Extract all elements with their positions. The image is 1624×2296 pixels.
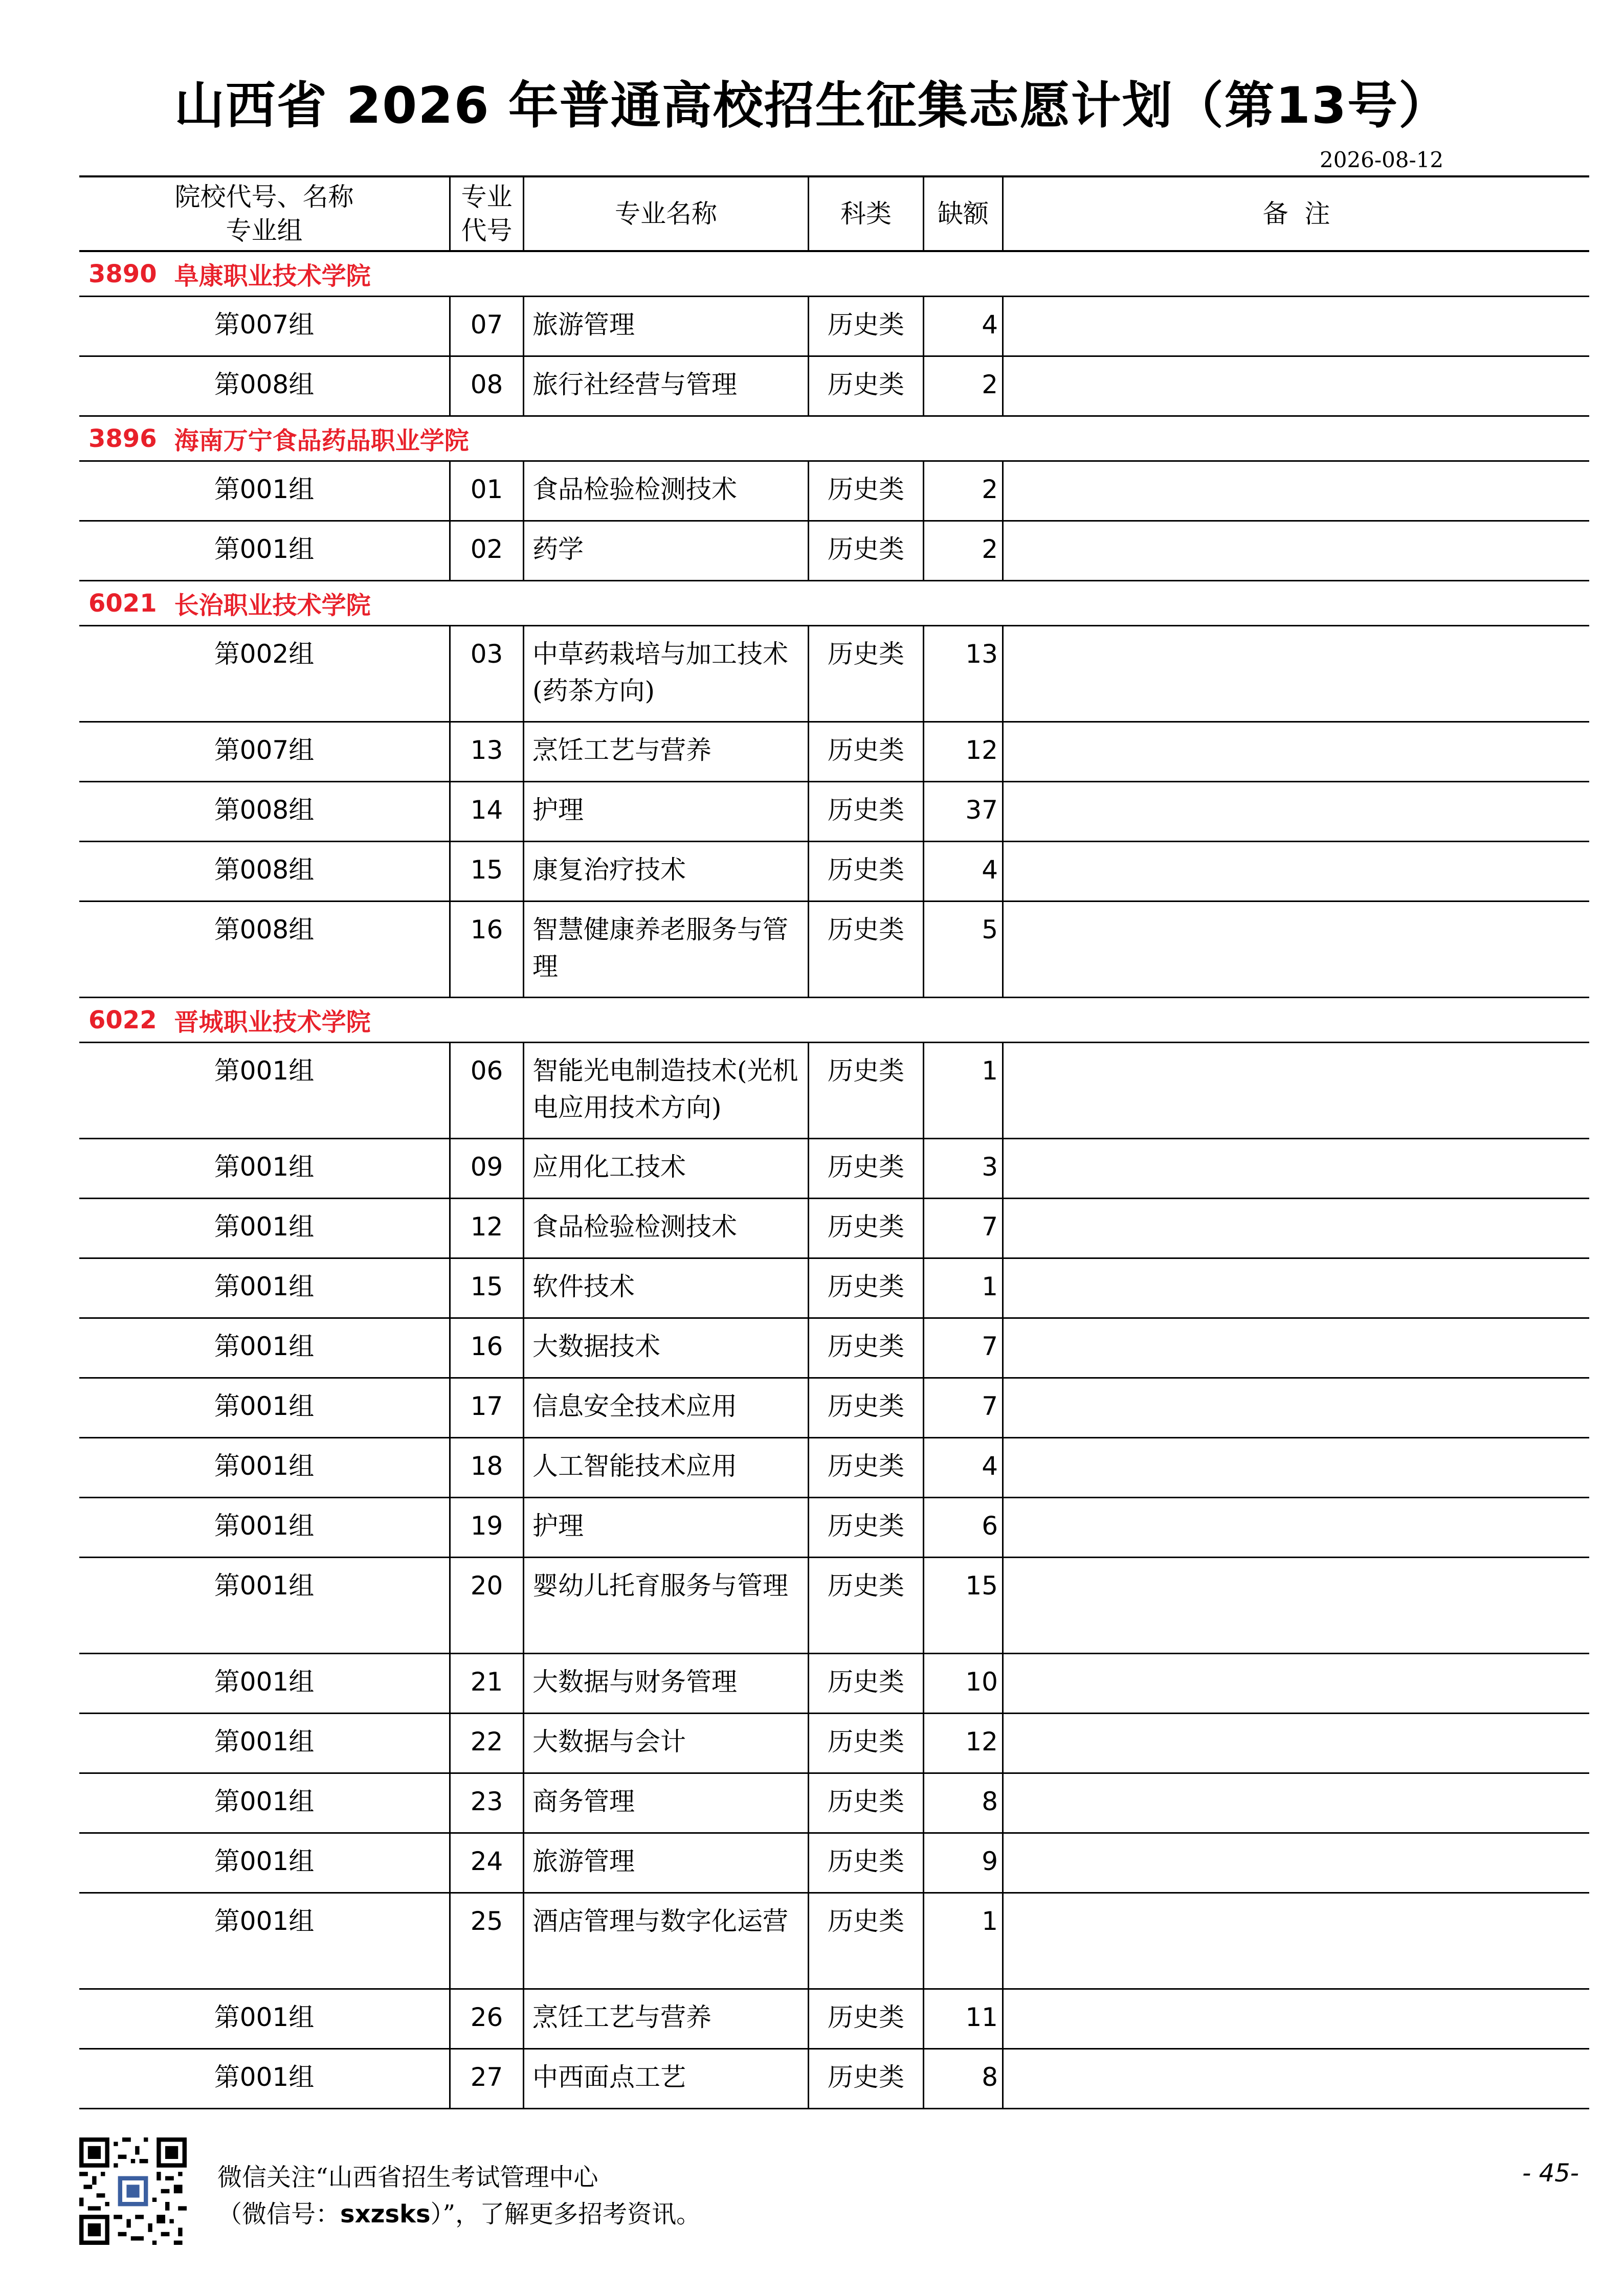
group-cell: 第001组 bbox=[79, 1379, 451, 1437]
major-code-cell: 21 bbox=[451, 1654, 524, 1713]
vacancy-cell: 8 bbox=[924, 2050, 1004, 2108]
footer-line-1: 微信关注“山西省招生考试管理中心 bbox=[217, 2163, 598, 2192]
major-code-cell: 16 bbox=[451, 902, 524, 997]
group-cell: 第001组 bbox=[79, 462, 451, 520]
vacancy-cell: 2 bbox=[924, 462, 1004, 520]
vacancy-cell: 5 bbox=[924, 902, 1004, 997]
group-cell: 第001组 bbox=[79, 2050, 451, 2108]
table-row bbox=[79, 1894, 1589, 1990]
table-row bbox=[79, 522, 1589, 581]
school-code: 6022 bbox=[88, 1005, 157, 1034]
vacancy-cell: 1 bbox=[924, 1259, 1004, 1317]
vacancy-cell: 11 bbox=[924, 1990, 1004, 2048]
table-row bbox=[79, 626, 1589, 723]
table-row bbox=[79, 1834, 1589, 1894]
vacancy-cell: 15 bbox=[924, 1558, 1004, 1653]
category-cell: 历史类 bbox=[809, 723, 924, 781]
vacancy-cell: 7 bbox=[924, 1379, 1004, 1437]
category-cell: 历史类 bbox=[809, 1139, 924, 1198]
vacancy-cell: 12 bbox=[924, 723, 1004, 781]
school-code: 3890 bbox=[88, 259, 157, 288]
vacancy-cell: 2 bbox=[924, 357, 1004, 415]
major-code-cell: 06 bbox=[451, 1043, 524, 1138]
group-cell: 第001组 bbox=[79, 1199, 451, 1257]
publish-date: 2026-08-12 bbox=[1320, 147, 1444, 172]
major-code-cell: 23 bbox=[451, 1774, 524, 1832]
table-row bbox=[79, 1139, 1589, 1199]
vacancy-cell: 10 bbox=[924, 1654, 1004, 1713]
vacancy-cell: 9 bbox=[924, 1834, 1004, 1892]
major-name-cell: 智能光电制造技术(光机电应用技术方向) bbox=[524, 1043, 809, 1138]
major-code-cell: 24 bbox=[451, 1834, 524, 1892]
major-name-cell: 护理 bbox=[524, 782, 809, 841]
major-code-cell: 08 bbox=[451, 357, 524, 415]
category-cell: 历史类 bbox=[809, 522, 924, 580]
header-major-code: 专业 代号 bbox=[451, 177, 524, 250]
major-code-cell: 18 bbox=[451, 1438, 524, 1497]
major-code-cell: 15 bbox=[451, 842, 524, 901]
table-row bbox=[79, 1498, 1589, 1558]
vacancy-cell: 3 bbox=[924, 1139, 1004, 1198]
table-row bbox=[79, 1379, 1589, 1438]
major-name-cell: 护理 bbox=[524, 1498, 809, 1557]
note-cell bbox=[1004, 1139, 1589, 1198]
major-code-cell: 01 bbox=[451, 462, 524, 520]
group-cell: 第001组 bbox=[79, 522, 451, 580]
category-cell: 历史类 bbox=[809, 782, 924, 841]
table-row bbox=[79, 1438, 1589, 1498]
major-code-cell: 02 bbox=[451, 522, 524, 580]
major-name-cell: 旅游管理 bbox=[524, 1834, 809, 1892]
major-name-cell: 中西面点工艺 bbox=[524, 2050, 809, 2108]
header-category: 科类 bbox=[809, 177, 924, 250]
school-name: 海南万宁食品药品职业学院 bbox=[174, 426, 469, 455]
major-code-cell: 12 bbox=[451, 1199, 524, 1257]
major-name-cell: 商务管理 bbox=[524, 1774, 809, 1832]
major-name-cell: 康复治疗技术 bbox=[524, 842, 809, 901]
note-cell bbox=[1004, 357, 1589, 415]
school-name: 阜康职业技术学院 bbox=[174, 262, 371, 290]
major-code-cell: 26 bbox=[451, 1990, 524, 2048]
category-cell: 历史类 bbox=[809, 357, 924, 415]
note-cell bbox=[1004, 842, 1589, 901]
major-name-cell: 旅游管理 bbox=[524, 297, 809, 355]
table-row bbox=[79, 2050, 1589, 2109]
vacancy-cell: 1 bbox=[924, 1894, 1004, 1988]
category-cell: 历史类 bbox=[809, 1043, 924, 1138]
major-code-cell: 16 bbox=[451, 1319, 524, 1377]
category-cell: 历史类 bbox=[809, 1834, 924, 1892]
category-cell: 历史类 bbox=[809, 842, 924, 901]
header-note: 备 注 bbox=[1262, 199, 1330, 229]
major-name-cell: 人工智能技术应用 bbox=[524, 1438, 809, 1497]
group-cell: 第007组 bbox=[79, 297, 451, 355]
school-code: 3896 bbox=[88, 424, 157, 453]
vacancy-cell: 4 bbox=[924, 297, 1004, 355]
major-code-cell: 27 bbox=[451, 2050, 524, 2108]
group-cell: 第001组 bbox=[79, 1043, 451, 1138]
note-cell bbox=[1004, 2050, 1589, 2108]
footer-line-2: （微信号：sxzsks）”，了解更多招考资讯。 bbox=[217, 2200, 701, 2229]
vacancy-cell: 2 bbox=[924, 522, 1004, 580]
category-cell: 历史类 bbox=[809, 297, 924, 355]
table-row bbox=[79, 1774, 1589, 1834]
school-code: 6021 bbox=[88, 589, 157, 618]
major-name-cell: 药学 bbox=[524, 522, 809, 580]
vacancy-cell: 6 bbox=[924, 1498, 1004, 1557]
category-cell: 历史类 bbox=[809, 1379, 924, 1437]
note-cell bbox=[1004, 782, 1589, 841]
group-cell: 第008组 bbox=[79, 357, 451, 415]
school-name: 长治职业技术学院 bbox=[174, 591, 371, 620]
category-cell: 历史类 bbox=[809, 1774, 924, 1832]
group-cell: 第001组 bbox=[79, 1139, 451, 1198]
vacancy-cell: 13 bbox=[924, 626, 1004, 721]
major-code-cell: 07 bbox=[451, 297, 524, 355]
group-cell: 第007组 bbox=[79, 723, 451, 781]
major-code-cell: 20 bbox=[451, 1558, 524, 1653]
group-cell: 第001组 bbox=[79, 1834, 451, 1892]
note-cell bbox=[1004, 1558, 1589, 1653]
note-cell bbox=[1004, 1319, 1589, 1377]
group-cell: 第001组 bbox=[79, 1438, 451, 1497]
category-cell: 历史类 bbox=[809, 1714, 924, 1772]
group-cell: 第002组 bbox=[79, 626, 451, 721]
major-code-cell: 22 bbox=[451, 1714, 524, 1772]
major-name-cell: 智慧健康养老服务与管理 bbox=[524, 902, 809, 997]
category-cell: 历史类 bbox=[809, 1199, 924, 1257]
category-cell: 历史类 bbox=[809, 1319, 924, 1377]
major-name-cell: 信息安全技术应用 bbox=[524, 1379, 809, 1437]
category-cell: 历史类 bbox=[809, 902, 924, 997]
note-cell bbox=[1004, 1774, 1589, 1832]
note-cell bbox=[1004, 1379, 1589, 1437]
vacancy-cell: 4 bbox=[924, 842, 1004, 901]
major-name-cell: 旅行社经营与管理 bbox=[524, 357, 809, 415]
major-name-cell: 烹饪工艺与营养 bbox=[524, 1990, 809, 2048]
vacancy-cell: 1 bbox=[924, 1043, 1004, 1138]
group-cell: 第001组 bbox=[79, 1319, 451, 1377]
table-header bbox=[79, 175, 1589, 252]
major-name-cell: 烹饪工艺与营养 bbox=[524, 723, 809, 781]
note-cell bbox=[1004, 1438, 1589, 1497]
major-name-cell: 酒店管理与数字化运营 bbox=[524, 1894, 809, 1988]
school-row bbox=[79, 581, 1589, 626]
table-row bbox=[79, 723, 1589, 782]
major-name-cell: 应用化工技术 bbox=[524, 1139, 809, 1198]
group-cell: 第001组 bbox=[79, 1259, 451, 1317]
category-cell: 历史类 bbox=[809, 2050, 924, 2108]
category-cell: 历史类 bbox=[809, 1654, 924, 1713]
group-cell: 第001组 bbox=[79, 1990, 451, 2048]
table-row bbox=[79, 902, 1589, 998]
group-cell: 第001组 bbox=[79, 1894, 451, 1988]
table-body bbox=[79, 252, 1589, 2109]
category-cell: 历史类 bbox=[809, 462, 924, 520]
major-code-cell: 14 bbox=[451, 782, 524, 841]
qr-code-icon bbox=[79, 2137, 187, 2245]
group-cell: 第008组 bbox=[79, 782, 451, 841]
major-name-cell: 软件技术 bbox=[524, 1259, 809, 1317]
category-cell: 历史类 bbox=[809, 626, 924, 721]
table-row bbox=[79, 782, 1589, 842]
table-row bbox=[79, 357, 1589, 417]
note-cell bbox=[1004, 522, 1589, 580]
vacancy-cell: 37 bbox=[924, 782, 1004, 841]
school-row bbox=[79, 252, 1589, 297]
major-name-cell: 食品检验检测技术 bbox=[524, 462, 809, 520]
note-cell bbox=[1004, 1894, 1589, 1988]
page-title: 山西省 2026 年普通高校招生征集志愿计划（第13号） bbox=[174, 77, 1450, 135]
category-cell: 历史类 bbox=[809, 1498, 924, 1557]
category-cell: 历史类 bbox=[809, 1558, 924, 1653]
group-cell: 第001组 bbox=[79, 1558, 451, 1653]
category-cell: 历史类 bbox=[809, 1438, 924, 1497]
note-cell bbox=[1004, 1498, 1589, 1557]
major-name-cell: 大数据技术 bbox=[524, 1319, 809, 1377]
group-cell: 第008组 bbox=[79, 842, 451, 901]
note-cell bbox=[1004, 297, 1589, 355]
header-vacancy: 缺额 bbox=[924, 177, 1004, 250]
header-school-group: 院校代号、名称 专业组 bbox=[79, 177, 451, 250]
table-row bbox=[79, 1558, 1589, 1654]
vacancy-cell: 4 bbox=[924, 1438, 1004, 1497]
page-number: - 45- bbox=[1522, 2159, 1579, 2188]
table-row bbox=[79, 1043, 1589, 1139]
wechat-id: sxzsks bbox=[340, 2200, 431, 2229]
page-footer bbox=[79, 2137, 1589, 2255]
note-cell bbox=[1004, 1990, 1589, 2048]
note-cell bbox=[1004, 626, 1589, 721]
table-row bbox=[79, 1654, 1589, 1714]
major-name-cell: 食品检验检测技术 bbox=[524, 1199, 809, 1257]
table-row bbox=[79, 1319, 1589, 1379]
major-code-cell: 13 bbox=[451, 723, 524, 781]
group-cell: 第001组 bbox=[79, 1774, 451, 1832]
note-cell bbox=[1004, 1654, 1589, 1713]
table-row bbox=[79, 297, 1589, 357]
major-name-cell: 大数据与财务管理 bbox=[524, 1654, 809, 1713]
note-cell bbox=[1004, 902, 1589, 997]
school-row bbox=[79, 417, 1589, 462]
major-name-cell: 大数据与会计 bbox=[524, 1714, 809, 1772]
table-row bbox=[79, 1259, 1589, 1319]
major-code-cell: 19 bbox=[451, 1498, 524, 1557]
group-cell: 第001组 bbox=[79, 1654, 451, 1713]
table-row bbox=[79, 842, 1589, 902]
group-cell: 第001组 bbox=[79, 1498, 451, 1557]
vacancy-cell: 12 bbox=[924, 1714, 1004, 1772]
vacancy-cell: 7 bbox=[924, 1319, 1004, 1377]
school-row bbox=[79, 998, 1589, 1043]
note-cell bbox=[1004, 1199, 1589, 1257]
group-cell: 第008组 bbox=[79, 902, 451, 997]
category-cell: 历史类 bbox=[809, 1990, 924, 2048]
note-cell bbox=[1004, 1834, 1589, 1892]
major-code-cell: 17 bbox=[451, 1379, 524, 1437]
category-cell: 历史类 bbox=[809, 1894, 924, 1988]
plan-table bbox=[79, 175, 1589, 2109]
note-cell bbox=[1004, 723, 1589, 781]
note-cell bbox=[1004, 1714, 1589, 1772]
major-name-cell: 中草药栽培与加工技术(药茶方向) bbox=[524, 626, 809, 721]
category-cell: 历史类 bbox=[809, 1259, 924, 1317]
note-cell bbox=[1004, 1043, 1589, 1138]
major-code-cell: 15 bbox=[451, 1259, 524, 1317]
major-name-cell: 婴幼儿托育服务与管理 bbox=[524, 1558, 809, 1653]
table-row bbox=[79, 462, 1589, 522]
table-row bbox=[79, 1714, 1589, 1774]
school-name: 晋城职业技术学院 bbox=[174, 1008, 371, 1037]
note-cell bbox=[1004, 1259, 1589, 1317]
major-code-cell: 25 bbox=[451, 1894, 524, 1988]
table-row bbox=[79, 1990, 1589, 2050]
group-cell: 第001组 bbox=[79, 1714, 451, 1772]
header-major-name: 专业名称 bbox=[524, 177, 809, 250]
vacancy-cell: 7 bbox=[924, 1199, 1004, 1257]
vacancy-cell: 8 bbox=[924, 1774, 1004, 1832]
note-cell bbox=[1004, 462, 1589, 520]
major-code-cell: 03 bbox=[451, 626, 524, 721]
table-row bbox=[79, 1199, 1589, 1259]
major-code-cell: 09 bbox=[451, 1139, 524, 1198]
footer-text bbox=[217, 2159, 701, 2233]
